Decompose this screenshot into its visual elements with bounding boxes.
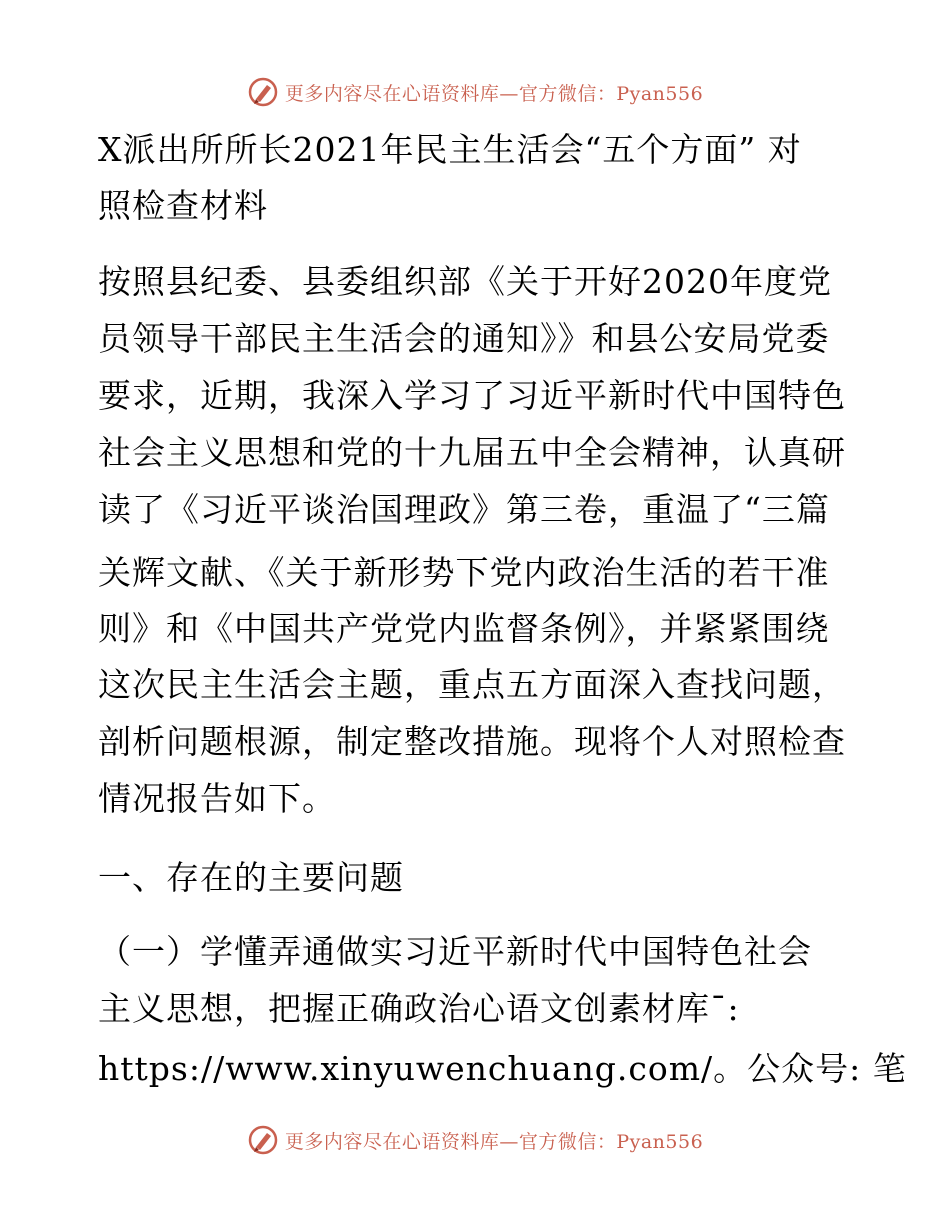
paragraph-line: 按照县纪委、县委组织部《关于开好2020年度党 [98,262,832,301]
watermark-text: 更多内容尽在心语资料库—官方微信：Pyan556 [284,82,704,105]
paragraph-line: 剖析问题根源，制定整改措施。现将个人对照检查 [98,722,846,761]
pen-logo-icon [247,1124,279,1156]
watermark-text: 更多内容尽在心语资料库—官方微信：Pyan556 [284,1130,704,1153]
title-line: X派出所所长2021年民主生活会“五个方面” 对 [98,130,802,169]
subsection-line: https://www.xinyuwenchuang.com/。公众号: 笔 [98,1049,907,1088]
section-heading: 一、存在的主要问题 [98,858,404,897]
subsection-line: （一）学懂弄通做实习近平新时代中国特色社会 [98,932,812,971]
paragraph-line: 员领导干部民主生活会的通知》》和县公安局党委 [98,319,830,358]
subsection-line: 主义思想，把握正确政治心语文创素材库¯: [98,989,740,1028]
paragraph-line: 要求，近期，我深入学习了习近平新时代中国特色 [98,376,846,415]
paragraph-line: 则》和《中国共产党党内监督条例》，并紧紧围绕 [98,609,830,648]
header-watermark [0,72,950,112]
footer-watermark [0,1120,950,1160]
paragraph-line: 读了《习近平谈治国理政》第三卷，重温了“三篇 [98,490,830,529]
paragraph-line: 关辉文献、《关于新形势下党内政治生活的若干准 [98,553,830,592]
paragraph-line: 社会主义思想和党的十九届五中全会精神，认真研 [98,433,846,472]
pen-logo-icon [247,76,279,108]
title-line: 照检查材料 [98,186,268,225]
paragraph-line: 情况报告如下。 [98,779,336,818]
paragraph-line: 这次民主生活会主题，重点五方面深入查找问题， [98,665,846,704]
